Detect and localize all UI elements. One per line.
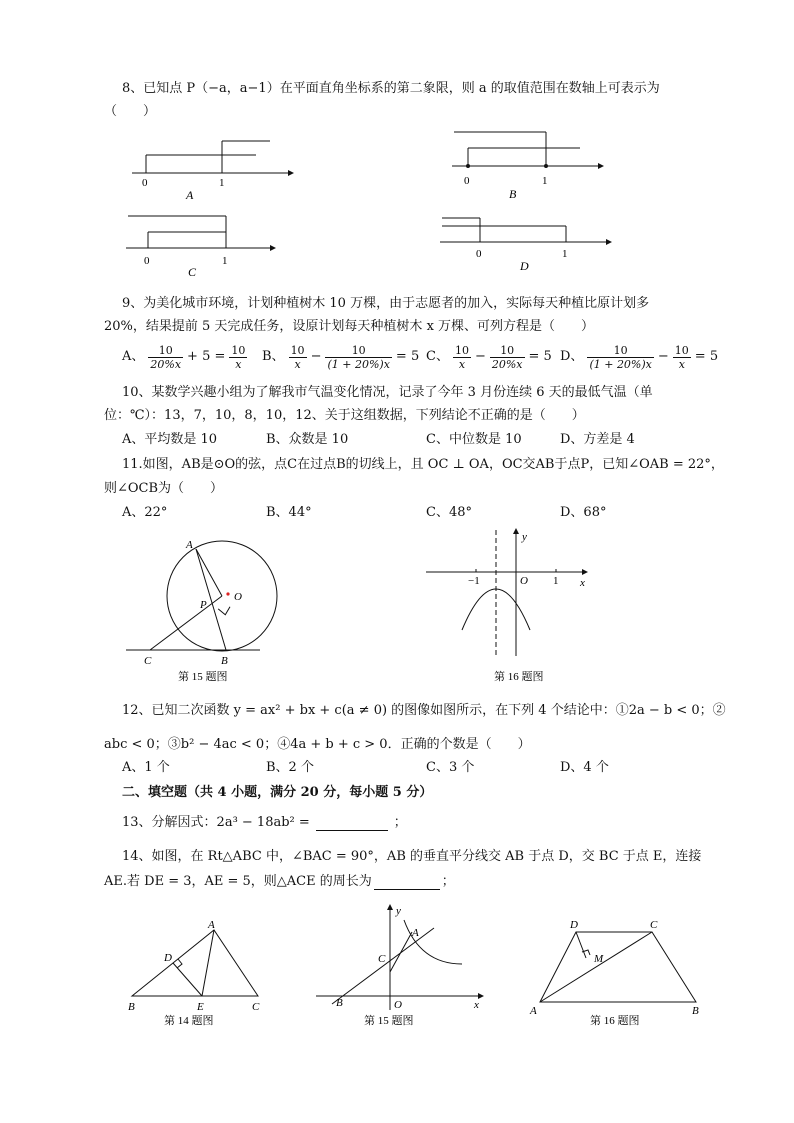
q14-line1: 14、如图，在 Rt△ABC 中，∠BAC = 90°，AB 的垂直平分线交 AB 于点 D，交 BC 于点 E，连接 <box>122 849 702 864</box>
q9-line1: 9、为美化城市环境，计划种植树木 10 万棵，由于志愿者的加入，实际每天种植比原计划多 <box>122 296 650 311</box>
fig14-triangle-figure <box>122 914 272 1032</box>
q14-answer-blank[interactable] <box>374 875 440 890</box>
fig16b-caption: 第 16 题图 <box>590 1015 640 1027</box>
q8-c-zero: 0 <box>144 255 150 267</box>
q12-line2: abc < 0；③b² − 4ac < 0；④4a + b + c > 0．正确的个数是（ ） <box>104 737 531 752</box>
q10-option-d: D、方差是 4 <box>560 432 635 447</box>
fig16-label-x: x <box>580 577 585 589</box>
q13-end: ； <box>393 815 407 830</box>
fig14-label-a: A <box>208 919 215 931</box>
q12-option-a: A、1 个 <box>122 760 170 775</box>
q8-paren: （ ） <box>104 104 157 119</box>
q12-option-d: D、4 个 <box>560 760 609 775</box>
q8-option-d-figure <box>436 212 616 274</box>
fig16b-label-a: A <box>530 1005 537 1017</box>
fig14-label-e: E <box>197 1001 204 1013</box>
fig16b-label-b: B <box>692 1005 699 1017</box>
q8-option-b-figure <box>448 126 608 202</box>
fig15b-label-x: x <box>474 999 479 1011</box>
q9-option-d: D、 $\frac{10}{(1 + 20\%)x}$ − $\frac{10}{x}$ = 5 <box>560 343 719 371</box>
fig15-label-o: O <box>234 591 242 603</box>
q11-line2: 则∠OCB为（ ） <box>104 481 224 496</box>
q8-b-zero: 0 <box>464 175 470 187</box>
q9-line2: 20%，结果提前 5 天完成任务，设原计划每天种植树木 x 万棵、可列方程是（ ） <box>104 319 595 334</box>
q13-row <box>122 815 407 831</box>
fig15b-label-o: O <box>394 999 402 1011</box>
q8-a-label: A <box>186 188 194 202</box>
q12-option-b: B、2 个 <box>266 760 314 775</box>
q9-option-a: A、 $\frac{10}{20\%x}$ + 5 = $\frac{10}{x}$ <box>122 343 246 371</box>
q14-line2-row <box>104 874 455 890</box>
fig15b-caption: 第 15 题图 <box>364 1015 414 1027</box>
fig15b-coordinate-figure <box>312 900 492 1032</box>
q8-d-one: 1 <box>562 248 568 260</box>
q8-option-c-figure <box>122 208 282 280</box>
q14-end: ； <box>441 874 455 889</box>
fig15-caption: 第 15 题图 <box>178 671 228 683</box>
q10-line2: 位：℃）：13，7，10，8，10，12、关于这组数据，下列结论不正确的是（ ） <box>104 408 585 423</box>
q11-line1: 11.如图，AB是⊙O的弦，点C在过点B的切线上，且 OC ⊥ OA，OC交AB于点P，已知∠OAB = 22°， <box>122 457 724 472</box>
q10-option-a: A、平均数是 10 <box>122 432 218 447</box>
fig16-label-y: y <box>522 531 527 543</box>
fig16b-label-c: C <box>650 919 658 931</box>
q8-c-one: 1 <box>222 255 228 267</box>
q9-option-c: C、 $\frac{10}{x}$ − $\frac{10}{20\%x}$ = 5 <box>426 343 552 371</box>
q11-option-a: A、22° <box>122 505 168 520</box>
q8-a-zero: 0 <box>142 177 148 189</box>
fig15b-label-b: B <box>336 997 343 1009</box>
fig15b-label-c: C <box>378 953 386 965</box>
fig14-caption: 第 14 题图 <box>164 1015 214 1027</box>
q8-d-label: D <box>520 259 529 273</box>
q13-text: 13、分解因式：2a³ − 18ab² = <box>122 815 310 830</box>
q8-b-label: B <box>509 187 517 201</box>
q8-c-label: C <box>188 265 197 279</box>
q10-option-b: B、众数是 10 <box>266 432 349 447</box>
fig16-label-minus1: −1 <box>468 575 480 587</box>
fig15-label-c: C <box>144 655 152 667</box>
fig16b-label-d: D <box>570 919 578 931</box>
section2-title: 二、填空题（共 4 小题，满分 20 分，每小题 5 分） <box>122 785 433 800</box>
fig16-label-o: O <box>520 575 528 587</box>
q14-line2: AE.若 DE = 3，AE = 5，则△ACE 的周长为 <box>104 874 372 889</box>
q8-d-zero: 0 <box>476 248 482 260</box>
fig14-label-d: D <box>164 952 172 964</box>
fig16b-trapezoid-figure <box>524 914 714 1032</box>
q8-b-one: 1 <box>542 175 548 187</box>
fig15-label-p: P <box>200 599 207 611</box>
q11-option-d: D、68° <box>560 505 607 520</box>
q8-text: 8、已知点 P（−a，a−1）在平面直角坐标系的第二象限，则 a 的取值范围在数轴上可表示为 <box>122 81 660 96</box>
fig15-label-b: B <box>221 655 228 667</box>
q12-line1: 12、已知二次函数 y = ax² + bx + c(a ≠ 0) 的图像如图所示，在下列 4 个结论中：①2a − b < 0；② <box>122 703 726 718</box>
q11-option-c: C、48° <box>426 505 472 520</box>
fig16b-label-m: M <box>594 953 604 965</box>
q12-option-c: C、3 个 <box>426 760 475 775</box>
q9-option-b: B、 $\frac{10}{x}$ − $\frac{10}{(1 + 20\%)x}$ = 5 <box>262 343 420 371</box>
q13-answer-blank[interactable] <box>316 816 388 831</box>
fig15-circle-figure <box>120 532 280 684</box>
fig14-label-b: B <box>128 1001 135 1013</box>
fig15-label-a: A <box>186 539 193 551</box>
fig16-parabola-figure <box>422 526 592 686</box>
q10-option-c: C、中位数是 10 <box>426 432 522 447</box>
fig14-label-c: C <box>252 1001 260 1013</box>
q8-a-one: 1 <box>219 177 225 189</box>
q11-option-b: B、44° <box>266 505 312 520</box>
q10-line1: 10、某数学兴趣小组为了解我市气温变化情况，记录了今年 3 月份连续 6 天的最低气温（单 <box>122 385 653 400</box>
fig16-label-1: 1 <box>553 575 559 587</box>
fig15b-label-a: A <box>412 927 419 939</box>
fig16-caption: 第 16 题图 <box>494 671 544 683</box>
q8-option-a-figure <box>128 136 298 202</box>
fig15b-label-y: y <box>396 905 401 917</box>
